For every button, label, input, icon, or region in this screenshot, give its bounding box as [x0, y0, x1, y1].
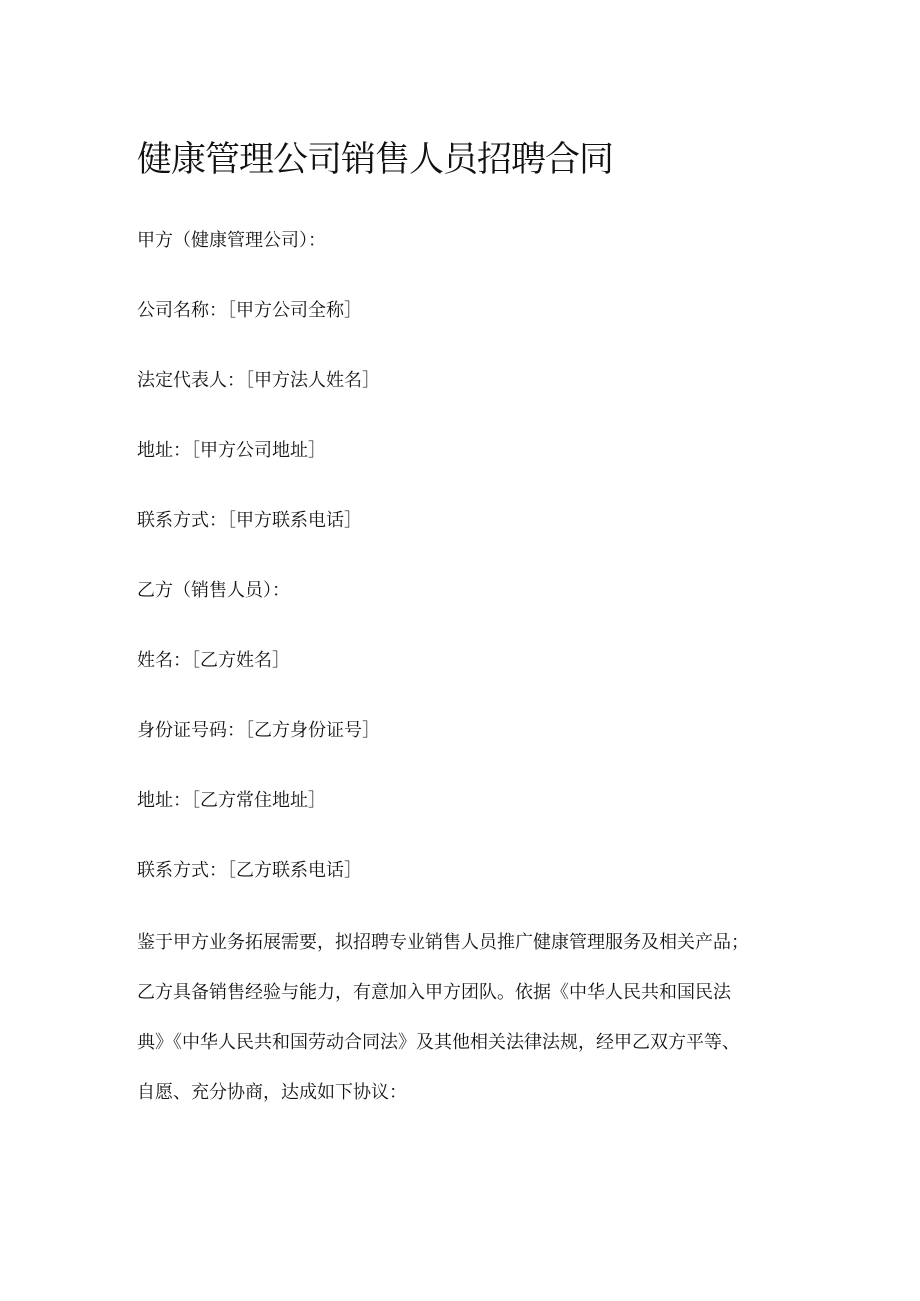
contract-preamble: [137, 918, 777, 1118]
preamble-line: 鉴于甲方业务拓展需要，拟招聘专业销售人员推广健康管理服务及相关产品；: [137, 932, 749, 953]
party-b-id-number: 身份证号码：［乙方身份证号］: [137, 720, 380, 741]
preamble-line: 自愿、充分协商，达成如下协议：: [137, 1082, 407, 1103]
document-title: 健康管理公司销售人员招聘合同: [137, 140, 614, 180]
party-a-company-name: 公司名称：［甲方公司全称］: [137, 300, 362, 321]
party-b-contact: 联系方式：［乙方联系电话］: [137, 860, 362, 881]
party-a-address: 地址：［甲方公司地址］: [137, 440, 326, 461]
party-a-contact: 联系方式：［甲方联系电话］: [137, 510, 362, 531]
party-b-heading: 乙方（销售人员）：: [137, 580, 290, 601]
preamble-line: 典》《中华人民共和国劳动合同法》及其他相关法律法规，经甲乙双方平等、: [137, 1032, 740, 1053]
party-a-heading: 甲方（健康管理公司）：: [137, 230, 326, 251]
preamble-line: 乙方具备销售经验与能力，有意加入甲方团队。依据《中华人民共和国民法: [137, 982, 731, 1003]
party-b-address: 地址：［乙方常住地址］: [137, 790, 326, 811]
party-a-legal-representative: 法定代表人：［甲方法人姓名］: [137, 370, 380, 391]
party-b-name: 姓名：［乙方姓名］: [137, 650, 290, 671]
